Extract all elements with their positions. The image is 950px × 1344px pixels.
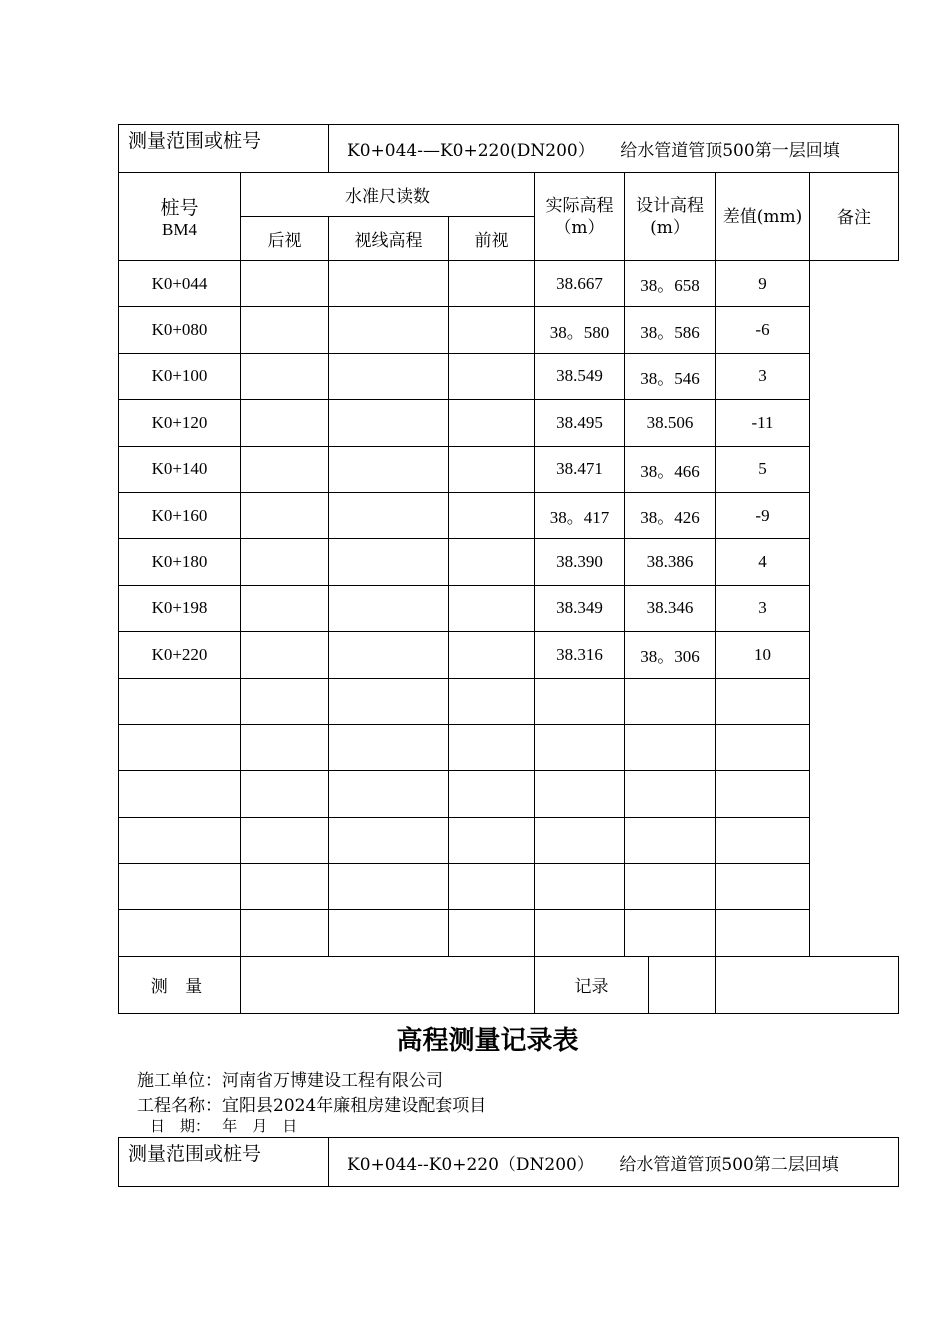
design-elevation-cell: 38.506 <box>625 400 716 446</box>
construction-unit: 施工单位：河南省万博建设工程有限公司 <box>137 1071 443 1091</box>
foresight-cell <box>449 771 535 817</box>
design-elevation-cell <box>625 678 716 724</box>
elevation-table-2 <box>118 1137 899 1187</box>
range-label-2: 测量范围或桩号 <box>119 1138 329 1187</box>
station-cell <box>119 678 241 724</box>
design-elevation-cell <box>625 724 716 770</box>
foresight-cell <box>449 492 535 538</box>
design-elevation-cell <box>625 817 716 863</box>
difference-cell: -9 <box>716 492 810 538</box>
difference-cell: 3 <box>716 585 810 631</box>
actual-elevation-cell <box>535 724 625 770</box>
actual-elevation-cell: 38.495 <box>535 400 625 446</box>
table-row <box>119 446 899 492</box>
design-elevation-cell <box>625 771 716 817</box>
sight-height-cell <box>329 910 449 956</box>
station-cell <box>119 771 241 817</box>
station-cell: K0+180 <box>119 539 241 585</box>
design-elevation-cell <box>625 910 716 956</box>
foresight-cell <box>449 632 535 678</box>
actual-elevation-cell <box>535 864 625 910</box>
survey-label: 测 量 <box>119 956 241 1013</box>
backsight-cell <box>241 353 329 399</box>
sight-height-cell <box>329 353 449 399</box>
actual-elevation-cell <box>535 910 625 956</box>
station-cell <box>119 864 241 910</box>
range-label: 测量范围或桩号 <box>119 125 329 173</box>
actual-elevation-cell: 38。580 <box>535 307 625 353</box>
remarks-label: 备注 <box>837 208 871 228</box>
station-cell: K0+160 <box>119 492 241 538</box>
sight-height-header: 视线高程 <box>329 217 449 261</box>
sight-height-cell <box>329 864 449 910</box>
design-elevation-cell: 38。466 <box>625 446 716 492</box>
design-elevation-cell: 38。658 <box>625 261 716 307</box>
station-header <box>119 173 241 261</box>
table-row <box>119 585 899 631</box>
elevation-table-1 <box>118 124 899 1014</box>
difference-cell <box>716 771 810 817</box>
station-header-sub: BM4 <box>162 220 197 239</box>
difference-cell: 10 <box>716 632 810 678</box>
difference-header: 差值(mm) <box>716 173 810 261</box>
table-row <box>119 910 899 956</box>
record-label: 记录 <box>535 957 649 1013</box>
backsight-cell <box>241 910 329 956</box>
foresight-cell <box>449 864 535 910</box>
table-row <box>119 353 899 399</box>
station-cell: K0+080 <box>119 307 241 353</box>
project-name: 工程名称：宜阳县2024年廉租房建设配套项目 <box>137 1096 487 1116</box>
foresight-cell <box>449 446 535 492</box>
backsight-cell <box>241 446 329 492</box>
difference-cell <box>716 678 810 724</box>
difference-cell <box>716 724 810 770</box>
station-cell: K0+100 <box>119 353 241 399</box>
document-title: 高程测量记录表 <box>396 1026 579 1056</box>
backsight-cell <box>241 771 329 817</box>
backsight-cell <box>241 261 329 307</box>
design-elevation-header: 设计高程(m） <box>625 173 716 261</box>
difference-cell <box>716 864 810 910</box>
level-reading-header: 水准尺读数 <box>241 173 535 217</box>
difference-cell: -6 <box>716 307 810 353</box>
table-row <box>119 817 899 863</box>
table-row <box>119 678 899 724</box>
record-value[interactable] <box>716 956 899 1013</box>
backsight-cell <box>241 585 329 631</box>
sight-height-cell <box>329 539 449 585</box>
station-cell: K0+044 <box>119 261 241 307</box>
sight-height-cell <box>329 446 449 492</box>
foresight-cell <box>449 817 535 863</box>
backsight-cell <box>241 632 329 678</box>
difference-cell: 5 <box>716 446 810 492</box>
station-cell: K0+220 <box>119 632 241 678</box>
foresight-cell <box>449 400 535 446</box>
actual-elevation-cell: 38。417 <box>535 492 625 538</box>
range-value-2: K0+044--K0+220（DN200） 给水管道管顶500第二层回填 <box>329 1138 899 1187</box>
survey-value[interactable] <box>241 956 535 1013</box>
sight-height-cell <box>329 817 449 863</box>
actual-elevation-cell: 38.549 <box>535 353 625 399</box>
table-row <box>119 724 899 770</box>
actual-elevation-cell <box>535 817 625 863</box>
station-cell <box>119 724 241 770</box>
sight-height-cell <box>329 400 449 446</box>
design-elevation-cell: 38。586 <box>625 307 716 353</box>
date-line: 日 期： 年 月 日 <box>150 1117 298 1135</box>
record-cell <box>535 956 716 1013</box>
difference-cell <box>716 910 810 956</box>
foresight-cell <box>449 910 535 956</box>
sight-height-cell <box>329 585 449 631</box>
table-row <box>119 539 899 585</box>
actual-elevation-cell: 38.667 <box>535 261 625 307</box>
design-elevation-cell: 38.346 <box>625 585 716 631</box>
sight-height-cell <box>329 307 449 353</box>
actual-elevation-cell <box>535 771 625 817</box>
backsight-cell <box>241 817 329 863</box>
foresight-cell <box>449 307 535 353</box>
difference-cell: 4 <box>716 539 810 585</box>
station-cell: K0+198 <box>119 585 241 631</box>
difference-cell: 3 <box>716 353 810 399</box>
station-cell <box>119 910 241 956</box>
foresight-header: 前视 <box>449 217 535 261</box>
table-row <box>119 400 899 446</box>
sight-height-cell <box>329 678 449 724</box>
foresight-cell <box>449 539 535 585</box>
backsight-cell <box>241 678 329 724</box>
sight-height-cell <box>329 771 449 817</box>
backsight-cell <box>241 864 329 910</box>
backsight-header: 后视 <box>241 217 329 261</box>
foresight-cell <box>449 724 535 770</box>
difference-cell: 9 <box>716 261 810 307</box>
table-row <box>119 307 899 353</box>
station-cell: K0+140 <box>119 446 241 492</box>
table-row <box>119 864 899 910</box>
design-elevation-cell <box>625 864 716 910</box>
backsight-cell <box>241 400 329 446</box>
foresight-cell <box>449 261 535 307</box>
design-elevation-cell: 38.386 <box>625 539 716 585</box>
sight-height-cell <box>329 492 449 538</box>
design-elevation-cell: 38。546 <box>625 353 716 399</box>
difference-cell <box>716 817 810 863</box>
foresight-cell <box>449 678 535 724</box>
station-cell: K0+120 <box>119 400 241 446</box>
foresight-cell <box>449 585 535 631</box>
record-value-left[interactable] <box>649 957 715 1013</box>
range-value: K0+044-—K0+220(DN200） 给水管道管顶500第一层回填 <box>329 125 899 173</box>
backsight-cell <box>241 724 329 770</box>
actual-elevation-cell <box>535 678 625 724</box>
design-elevation-cell: 38。306 <box>625 632 716 678</box>
table-row <box>119 771 899 817</box>
difference-cell: -11 <box>716 400 810 446</box>
backsight-cell <box>241 492 329 538</box>
sight-height-cell <box>329 724 449 770</box>
actual-elevation-header: 实际高程（m） <box>535 173 625 261</box>
station-header-label: 桩号 <box>160 197 199 219</box>
foresight-cell <box>449 353 535 399</box>
table-row <box>119 261 899 307</box>
sight-height-cell <box>329 632 449 678</box>
actual-elevation-cell: 38.390 <box>535 539 625 585</box>
station-cell <box>119 817 241 863</box>
table-row <box>119 632 899 678</box>
table-row <box>119 492 899 538</box>
remarks-header <box>810 173 899 261</box>
design-elevation-cell: 38。426 <box>625 492 716 538</box>
actual-elevation-cell: 38.349 <box>535 585 625 631</box>
actual-elevation-cell: 38.316 <box>535 632 625 678</box>
sight-height-cell <box>329 261 449 307</box>
backsight-cell <box>241 539 329 585</box>
backsight-cell <box>241 307 329 353</box>
actual-elevation-cell: 38.471 <box>535 446 625 492</box>
